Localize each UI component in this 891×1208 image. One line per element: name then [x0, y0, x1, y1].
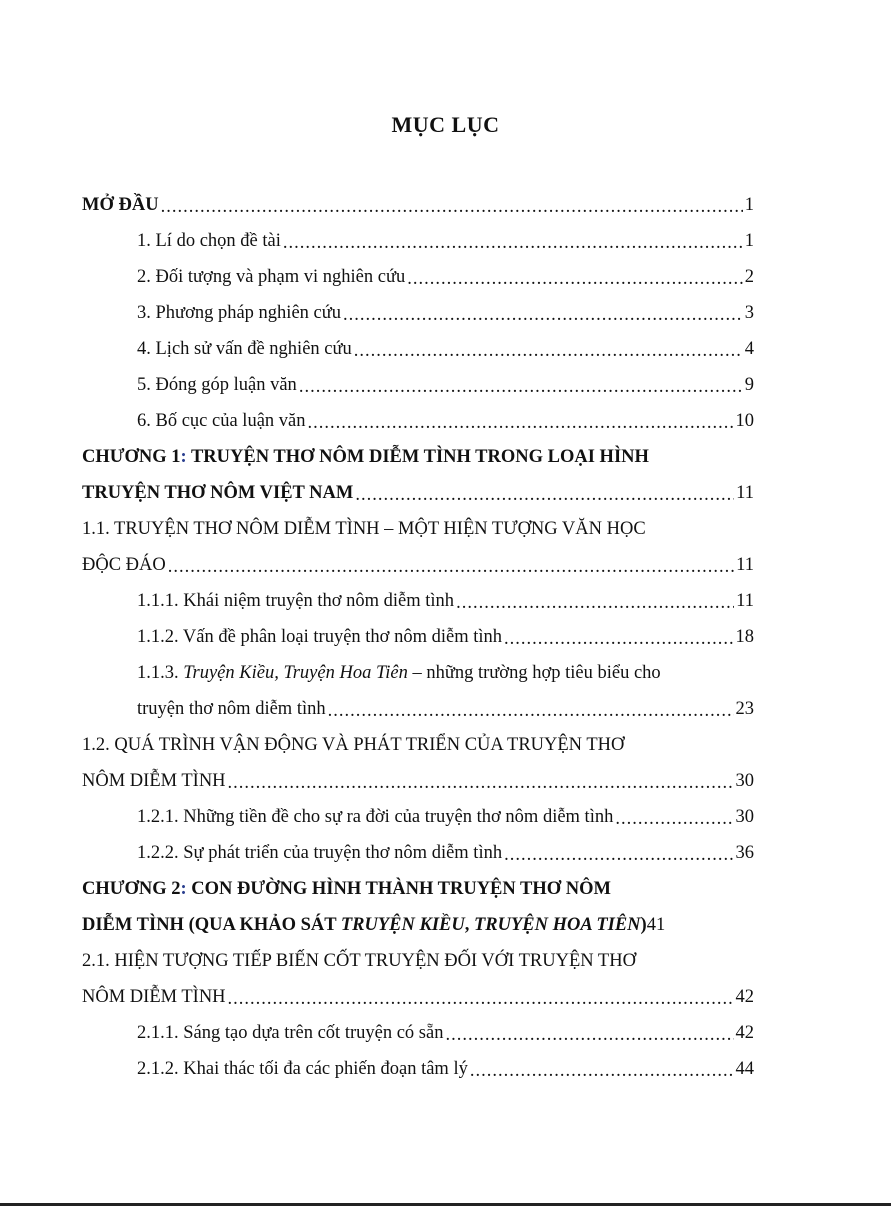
toc-leader	[504, 629, 734, 650]
toc-entry-text	[137, 663, 661, 684]
page-bottom-rule	[0, 1203, 891, 1206]
toc-section-heading	[82, 727, 754, 763]
entry-rest: – những trường hợp tiêu biểu cho	[407, 662, 661, 683]
toc-entry	[82, 1051, 754, 1087]
toc-page-number: 44	[735, 1058, 754, 1079]
table-of-contents	[82, 187, 754, 1087]
toc-page-number: 23	[735, 698, 754, 719]
toc-entry-text: 1.2. QUÁ TRÌNH VẬN ĐỘNG VÀ PHÁT TRIỂN CỦA TRUYỆN THƠ	[82, 734, 625, 755]
toc-leader	[456, 593, 734, 614]
toc-entry-text: 1.2.1. Những tiền đề cho sự ra đời của truyện thơ nôm diễm tình	[137, 806, 614, 827]
toc-entry	[82, 547, 754, 583]
toc-leader	[161, 197, 743, 218]
toc-entry	[82, 259, 754, 295]
toc-entry-text: 6. Bố cục của luận văn	[137, 410, 306, 431]
toc-leader	[283, 233, 743, 254]
entry-number: 1.1.3.	[137, 662, 184, 683]
toc-entry	[82, 223, 754, 259]
toc-page-number: 41	[646, 914, 666, 935]
toc-entry-text: 3. Phương pháp nghiên cứu	[137, 302, 342, 323]
toc-entry-text: truyện thơ nôm diễm tình	[137, 698, 326, 719]
toc-entry	[82, 979, 754, 1015]
toc-leader	[328, 701, 734, 722]
page-title: MỤC LỤC	[391, 112, 500, 137]
toc-leader	[354, 341, 743, 362]
toc-leader	[228, 773, 734, 794]
toc-page-number: 42	[735, 986, 754, 1007]
entry-italic-title-2: TRUYỆN HOA TIÊN	[474, 914, 641, 935]
toc-entry	[82, 403, 754, 439]
chapter-title: TRUYỆN THƠ NÔM DIỄM TÌNH TRONG LOẠI HÌNH	[186, 446, 649, 467]
toc-leader	[355, 485, 734, 506]
toc-entry-text: 1.2.2. Sự phát triển của truyện thơ nôm diễm tình	[137, 842, 503, 863]
toc-entry	[82, 655, 754, 691]
toc-entry	[82, 1015, 754, 1051]
toc-section-heading	[82, 511, 754, 547]
toc-leader	[504, 845, 733, 866]
chapter-label: CHƯƠNG 1	[82, 446, 181, 467]
toc-entry-text: 2.1.2. Khai thác tối đa các phiến đoạn tâm lý	[137, 1058, 468, 1079]
toc-page-number: 10	[735, 410, 754, 431]
toc-entry-text: ĐỘC ĐÁO	[82, 554, 166, 575]
toc-page-number: 4	[744, 338, 754, 359]
toc-entry-text: 2. Đối tượng và phạm vi nghiên cứu	[137, 266, 406, 287]
toc-leader	[470, 1061, 734, 1082]
chapter-title: CON ĐƯỜNG HÌNH THÀNH TRUYỆN THƠ NÔM	[186, 878, 612, 899]
toc-entry-text: 4. Lịch sử vấn đề nghiên cứu	[137, 338, 352, 359]
toc-entry	[82, 619, 754, 655]
toc-entry	[82, 583, 754, 619]
entry-italic-title: Truyện Kiều, Truyện Hoa Tiên	[183, 662, 408, 683]
toc-entry-text: NÔM DIỄM TÌNH	[82, 986, 226, 1007]
toc-page-number: 30	[735, 770, 754, 791]
chapter-colon: :	[180, 878, 187, 899]
toc-entry-text: 1.1.2. Vấn đề phân loại truyện thơ nôm diễm tình	[137, 626, 502, 647]
toc-page-number: 1	[744, 230, 754, 251]
toc-entry-text: NÔM DIỄM TÌNH	[82, 770, 226, 791]
toc-entry	[82, 763, 754, 799]
toc-page-number: 1	[744, 194, 754, 215]
toc-chapter-heading	[82, 871, 754, 907]
toc-page-number: 3	[744, 302, 754, 323]
toc-entry	[82, 331, 754, 367]
toc-entry-text: MỞ ĐẦU	[82, 194, 159, 215]
entry-separator: ,	[464, 914, 474, 935]
toc-leader	[407, 269, 743, 290]
toc-page-number: 42	[735, 1022, 754, 1043]
toc-leader	[168, 557, 734, 578]
toc-entry-text: 2.1. HIỆN TƯỢNG TIẾP BIẾN CỐT TRUYỆN ĐỐI VỚI TRUYỆN THƠ	[82, 950, 636, 971]
toc-page-number: 36	[735, 842, 754, 863]
toc-entry	[82, 907, 754, 943]
toc-entry-text: 5. Đóng góp luận văn	[137, 374, 297, 395]
toc-page-number: 30	[735, 806, 754, 827]
toc-entry-text: 1.1. TRUYỆN THƠ NÔM DIỄM TÌNH – MỘT HIỆN TƯỢNG VĂN HỌC	[82, 518, 646, 539]
toc-entry-text	[82, 915, 647, 936]
toc-entry	[82, 475, 754, 511]
chapter-label: CHƯƠNG 2	[82, 878, 181, 899]
toc-entry-text: 1.1.1. Khái niệm truyện thơ nôm diễm tình	[137, 590, 455, 611]
toc-leader	[615, 809, 733, 830]
toc-section-heading	[82, 943, 754, 979]
toc-leader	[228, 989, 734, 1010]
toc-leader	[343, 305, 743, 326]
toc-entry-text: TRUYỆN THƠ NÔM VIỆT NAM	[82, 482, 354, 503]
toc-page-number: 11	[736, 554, 754, 575]
toc-page-number: 9	[744, 374, 754, 395]
toc-entry	[82, 367, 754, 403]
entry-rest: )	[640, 914, 647, 935]
toc-page-number: 2	[744, 266, 754, 287]
toc-chapter-heading	[82, 439, 754, 475]
toc-leader	[445, 1025, 733, 1046]
entry-italic-title: TRUYỆN KIỀU	[340, 914, 465, 935]
toc-page-number: 11	[736, 590, 754, 611]
toc-page-number: 18	[735, 626, 754, 647]
toc-entry-text	[82, 879, 611, 900]
chapter-colon: :	[180, 446, 187, 467]
toc-leader	[299, 377, 743, 398]
toc-entry-text	[82, 447, 649, 468]
toc-leader	[308, 413, 734, 434]
toc-entry	[82, 835, 754, 871]
toc-entry	[82, 187, 754, 223]
toc-entry	[82, 295, 754, 331]
toc-entry	[82, 799, 754, 835]
entry-prefix: DIỄM TÌNH (QUA KHẢO SÁT	[82, 914, 341, 935]
toc-page-number: 11	[736, 482, 754, 503]
toc-entry-text: 1. Lí do chọn đề tài	[137, 230, 281, 251]
toc-entry	[82, 691, 754, 727]
toc-entry-text: 2.1.1. Sáng tạo dựa trên cốt truyện có sẵn	[137, 1022, 444, 1043]
